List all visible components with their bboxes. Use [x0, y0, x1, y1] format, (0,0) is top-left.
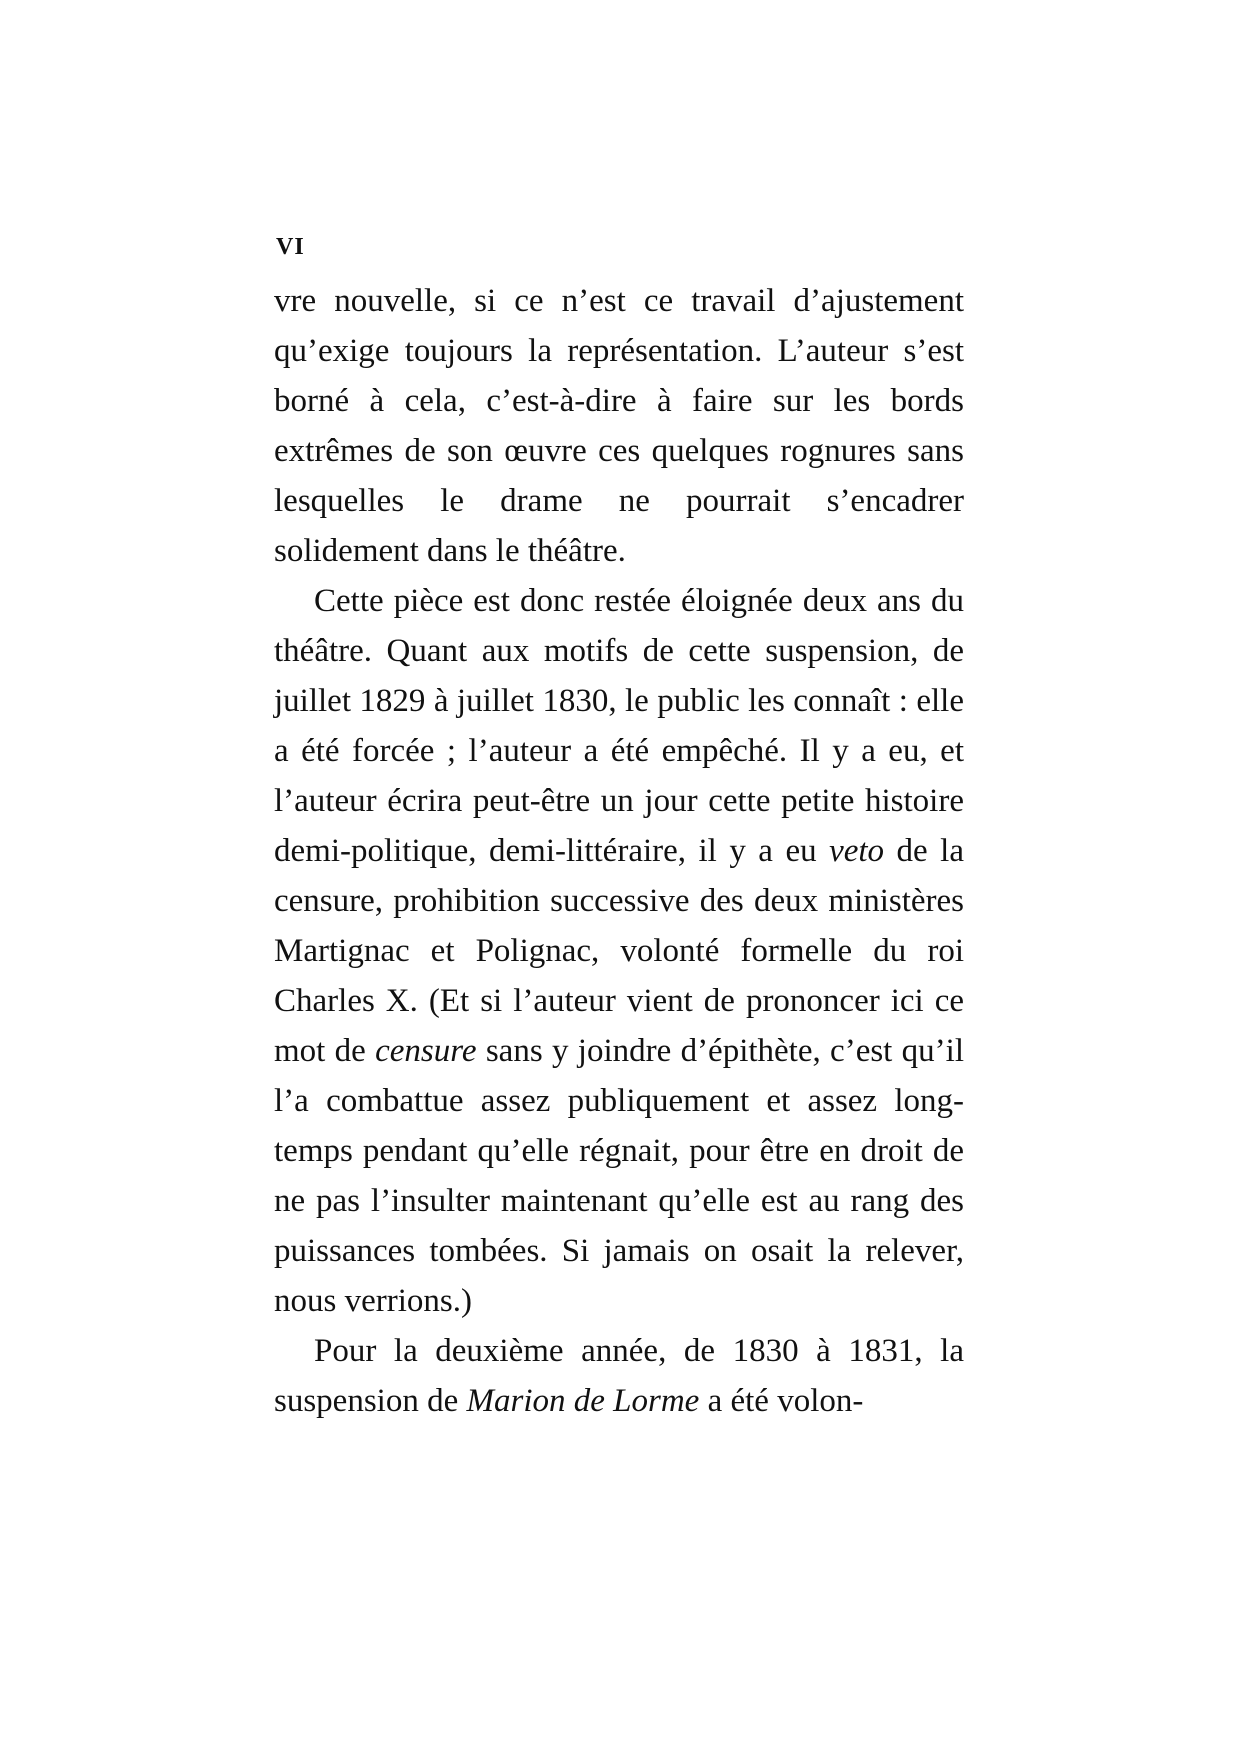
paragraph-3	[274, 1326, 964, 1426]
body-text	[274, 276, 964, 1426]
text-segment: sans y joindre d’épithète, c’est qu’il l’a combattue assez publiquement et assez long-temps pendant qu’elle régnait, pour être en droit de ne pas l’insulter maintenant qu’elle est au rang des puissances tombées. Si jamais on osait la relever, nous verrions.)	[274, 1033, 964, 1319]
paragraph-1	[274, 276, 964, 576]
text-segment: vre nouvelle, si ce n’est ce travail d’ajustement qu’exige toujours la représentation. L’auteur s’est borné à cela, c’est-à-dire à faire sur les bords extrêmes de son œuvre ces quelques rognures sans lesquelles le drame ne pourrait s’encadrer solidement dans le théâtre.	[274, 283, 964, 569]
page-number: VI	[276, 234, 305, 260]
text-segment: Pour la deuxième année, de 1830 à 1831, la suspension de	[274, 1333, 964, 1419]
italic-word-censure: censure	[375, 1033, 477, 1069]
italic-word-veto: veto	[829, 833, 885, 869]
text-segment: a été volon-	[699, 1383, 864, 1419]
text-segment: de la censure, prohibition successive des deux ministères Martignac et Polignac, volonté formelle du roi Charles X. (Et si l’auteur vient de prononcer ici ce mot de	[274, 833, 964, 1069]
text-segment: Cette pièce est donc restée éloignée deux ans du théâtre. Quant aux motifs de cette suspension, de juillet 1829 à juillet 1830, le public les connaît : elle a été forcée ; l’auteur a été empêché. Il y a eu, et l’auteur écrira peut-être un jour cette petite histoire demi-politique, demi-littéraire, il y a eu	[274, 583, 964, 869]
italic-title-marion-de-lorme: Marion de Lorme	[466, 1383, 700, 1419]
paragraph-2	[274, 576, 964, 1326]
